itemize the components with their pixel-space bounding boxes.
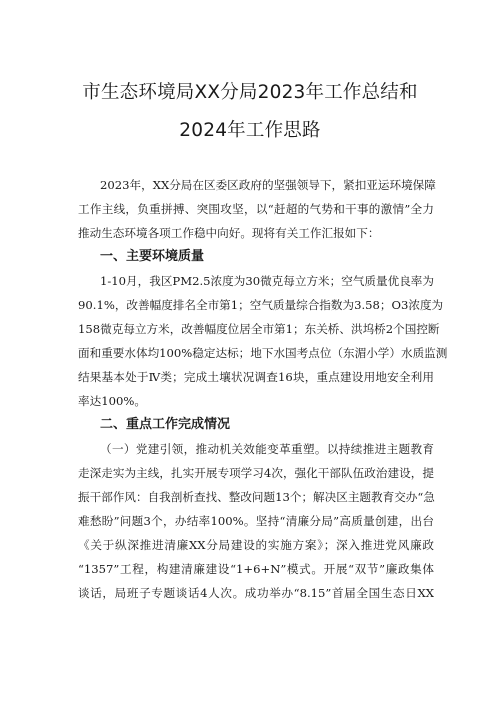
paragraph-line: 面和重要水体均100%稳定达标；地下水国考点位（东湄小学）水质监测 <box>78 346 448 360</box>
paragraph-line: “1357”工程，构建清廉建设“1+6+N”模式。开展“双节”廉政集体 <box>78 562 434 576</box>
paragraph-line: （一）党建引领，推动机关效能变革重塑。以持续推进主题教育 <box>100 442 434 456</box>
section-heading-environment-quality: 一、主要环境质量 <box>100 249 205 264</box>
intro-line: 2023年，XX分局在区委区政府的坚强领导下，紧扣亚运环境保障 <box>100 178 436 192</box>
intro-line: 工作主线，负重拼搏、突围攻坚，以“赶超的气势和干事的激情”全力 <box>78 202 434 216</box>
paragraph-line: 难愁盼”问题3个，办结率100%。坚持“清廉分局”高质量创建，出台 <box>78 514 434 528</box>
paragraph-line: 《关于纵深推进清廉XX分局建设的实施方案》；深入推进党风廉政 <box>78 538 434 552</box>
paragraph-line: 90.1%，改善幅度排名全市第1；空气质量综合指数为3.58；O3浓度为 <box>78 298 444 312</box>
document-title-line-2: 2024年工作思路 <box>179 120 321 141</box>
paragraph-line: 谈话，局班子专题谈话4人次。成功举办“8.15”首届全国生态日XX <box>78 586 434 600</box>
paragraph-line: 走深走实为主线，扎实开展专项学习4次，强化干部队伍政治建设，提 <box>78 466 434 480</box>
section-heading-key-work: 二、重点工作完成情况 <box>100 417 231 432</box>
paragraph-line: 结果基本处于Ⅳ类；完成土壤状况调查16块，重点建设用地安全利用 <box>78 370 434 384</box>
intro-line: 推动生态环境各项工作稳中向好。现将有关工作汇报如下： <box>78 226 380 240</box>
paragraph-line: 1-10月，我区PM2.5浓度为30微克每立方米；空气质量优良率为 <box>100 274 434 288</box>
paragraph-line: 158微克每立方米，改善幅度位居全市第1；东关桥、洪坞桥2个国控断 <box>78 322 440 336</box>
document-title-line-1: 市生态环境局XX分局2023年工作总结和 <box>82 82 418 103</box>
paragraph-line: 率达100%。 <box>78 394 146 408</box>
paragraph-line: 振干部作风：自我剖析查找、整改问题13个；解决区主题教育交办“急 <box>78 490 435 504</box>
